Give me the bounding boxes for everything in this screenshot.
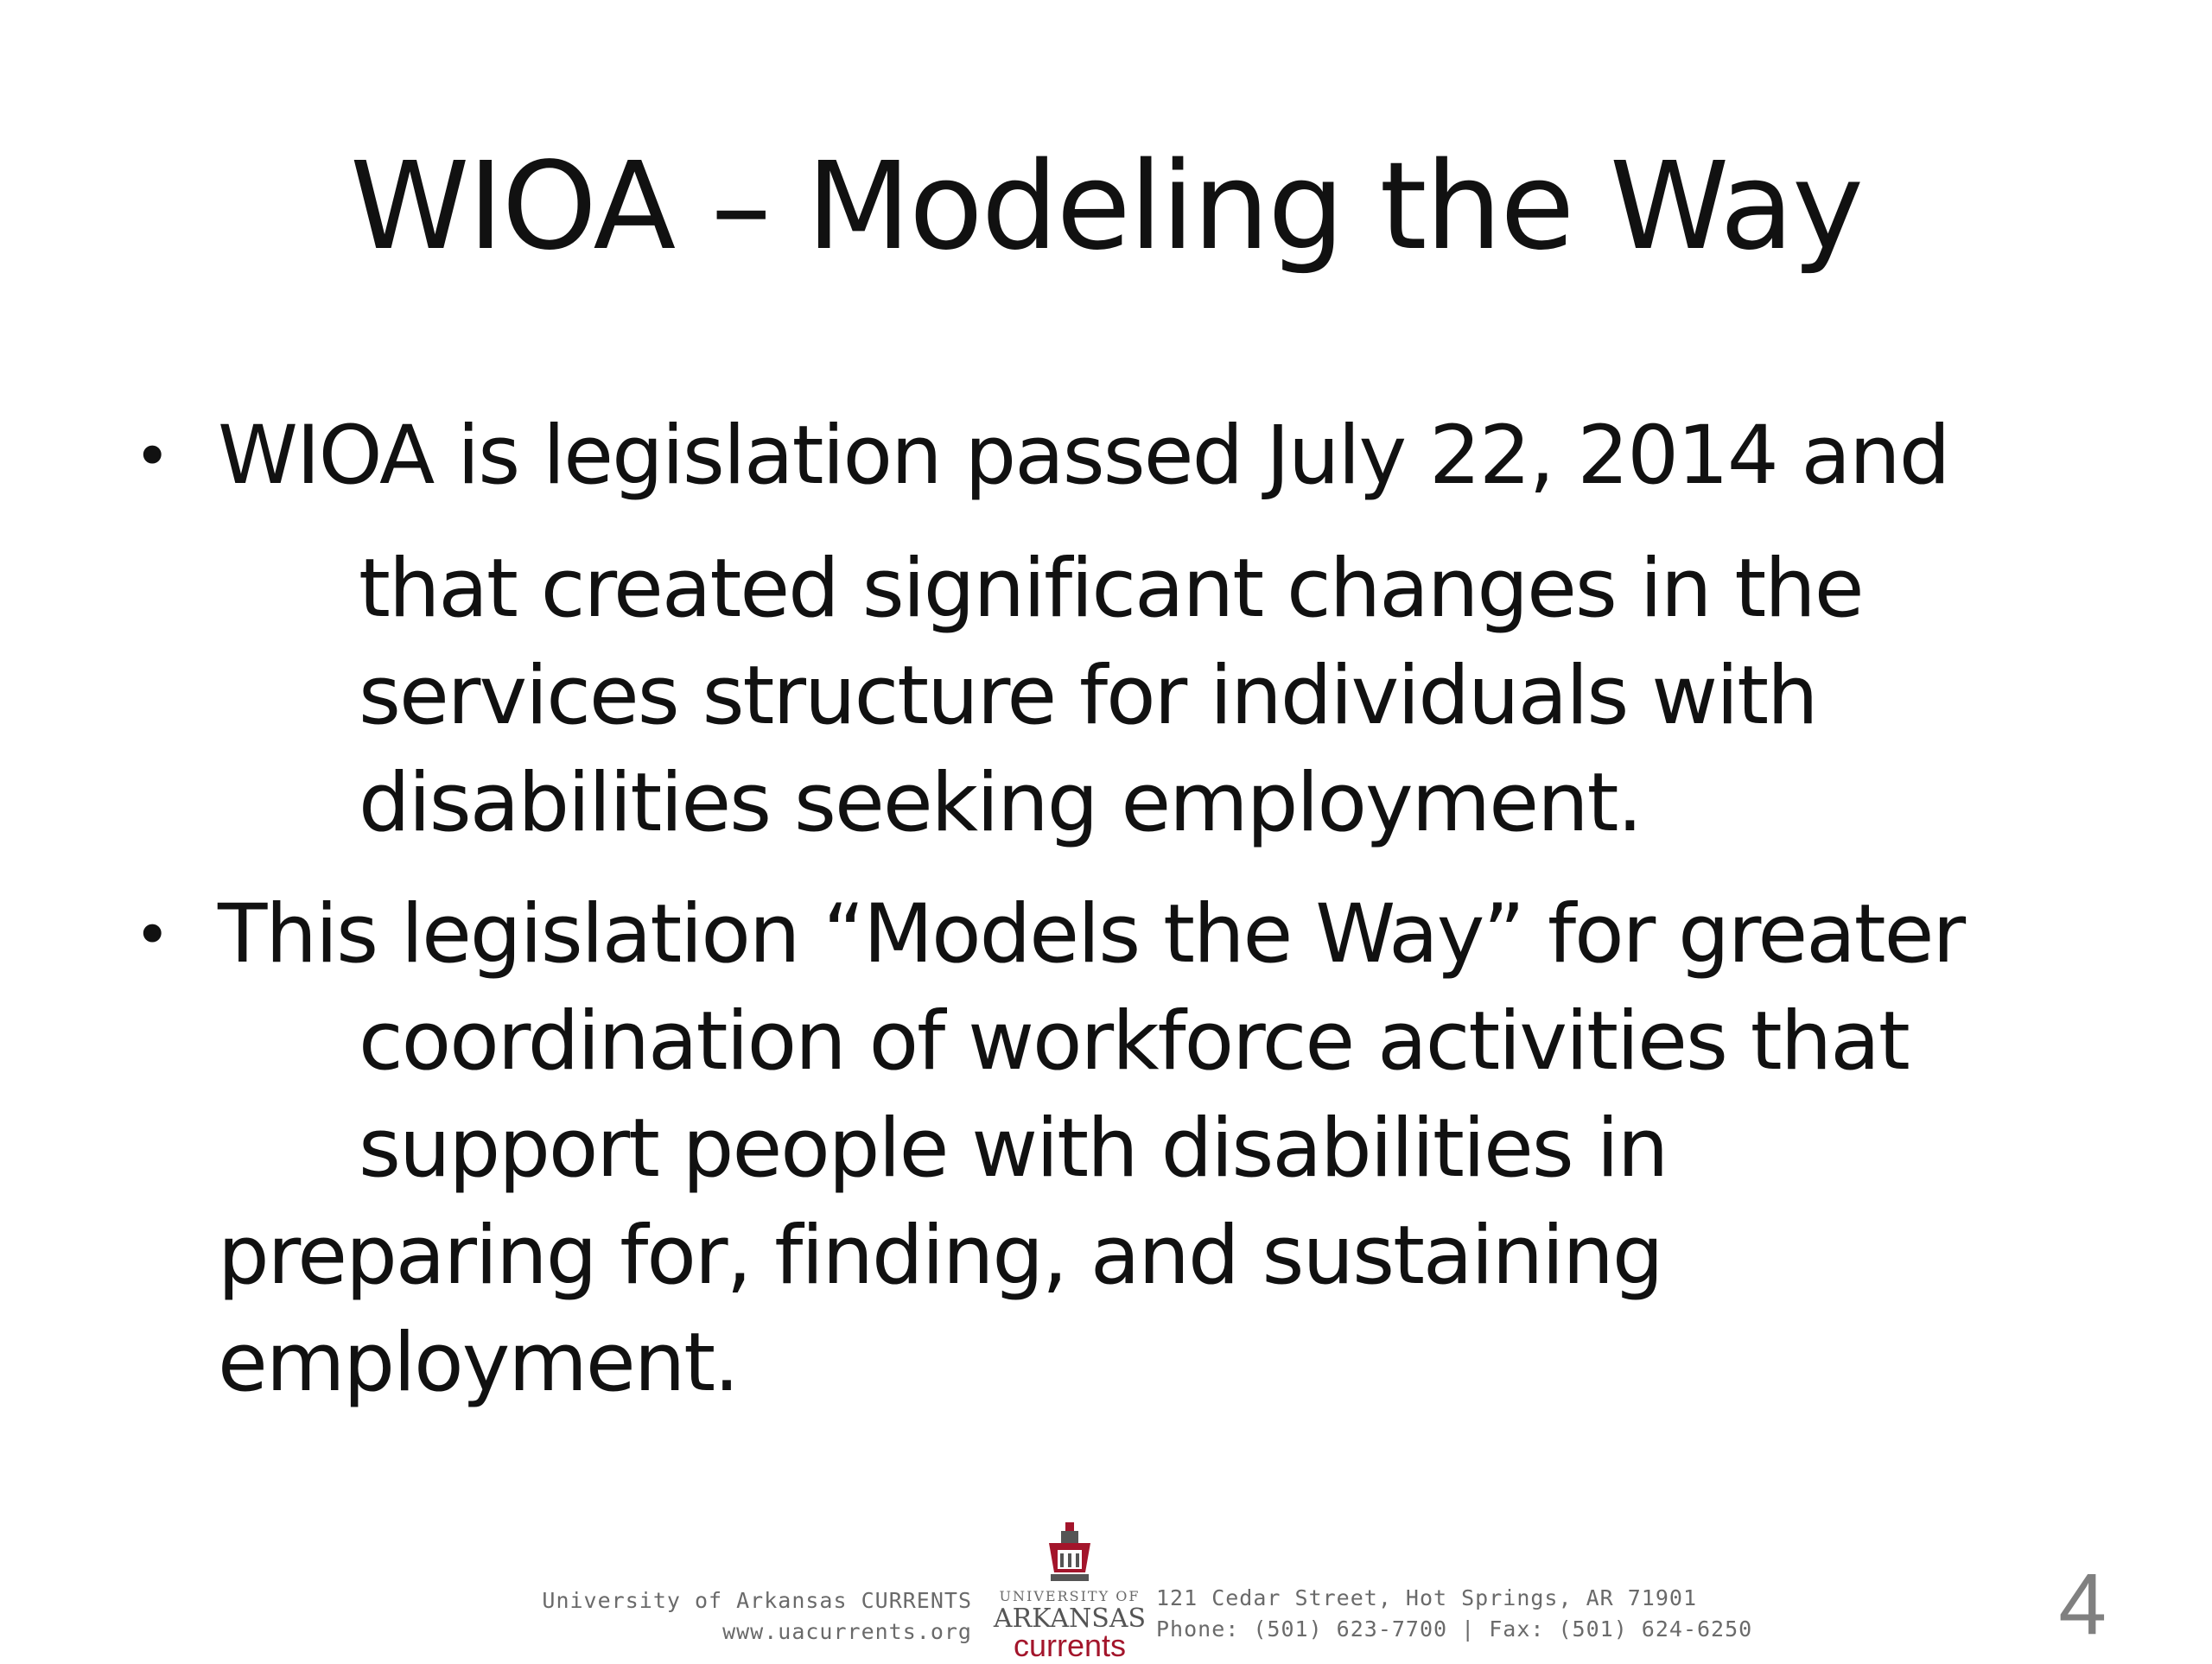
bullet-2-line-5: employment.	[218, 1316, 739, 1410]
bullet-marker: •	[134, 420, 169, 492]
bullet-2-line-4: preparing for, finding, and sustaining	[218, 1209, 1662, 1303]
footer	[0, 1503, 2212, 1663]
logo-university-of: UNIVERSITY OF	[999, 1588, 1141, 1604]
bullet-1-line-3: services structure for individuals with	[359, 649, 1817, 743]
bullet-2-line-3: support people with disabilities in	[359, 1102, 1668, 1196]
bullet-1-line-4: disabilities seeking employment.	[359, 756, 1642, 850]
logo-currents: currents	[1013, 1628, 1127, 1663]
bullet-2-line-2: coordination of workforce activities that	[359, 994, 1909, 1089]
footer-website: www.uacurrents.org	[722, 1619, 972, 1644]
footer-logo	[992, 1521, 1147, 1663]
bullet-1-line-1: WIOA is legislation passed July 22, 2014 and	[218, 409, 1949, 503]
old-main-building-icon	[1042, 1521, 1097, 1590]
footer-org-block	[542, 1585, 972, 1648]
footer-address-block	[1156, 1583, 1752, 1645]
footer-org-name: University of Arkansas CURRENTS	[542, 1588, 972, 1613]
footer-address: 121 Cedar Street, Hot Springs, AR 71901	[1156, 1585, 1697, 1610]
bullet-marker: •	[134, 899, 169, 971]
bullet-1-line-2: that created significant changes in the	[359, 542, 1863, 636]
logo-arkansas: ARKANSAS	[993, 1604, 1147, 1634]
slide-page-number: 4	[2058, 1556, 2107, 1653]
bullet-2-line-1: This legislation “Models the Way” for greater	[218, 887, 1965, 981]
slide-title: WIOA – Modeling the Way	[350, 137, 1862, 277]
footer-contact: Phone: (501) 623-7700 | Fax: (501) 624-6250	[1156, 1616, 1753, 1642]
